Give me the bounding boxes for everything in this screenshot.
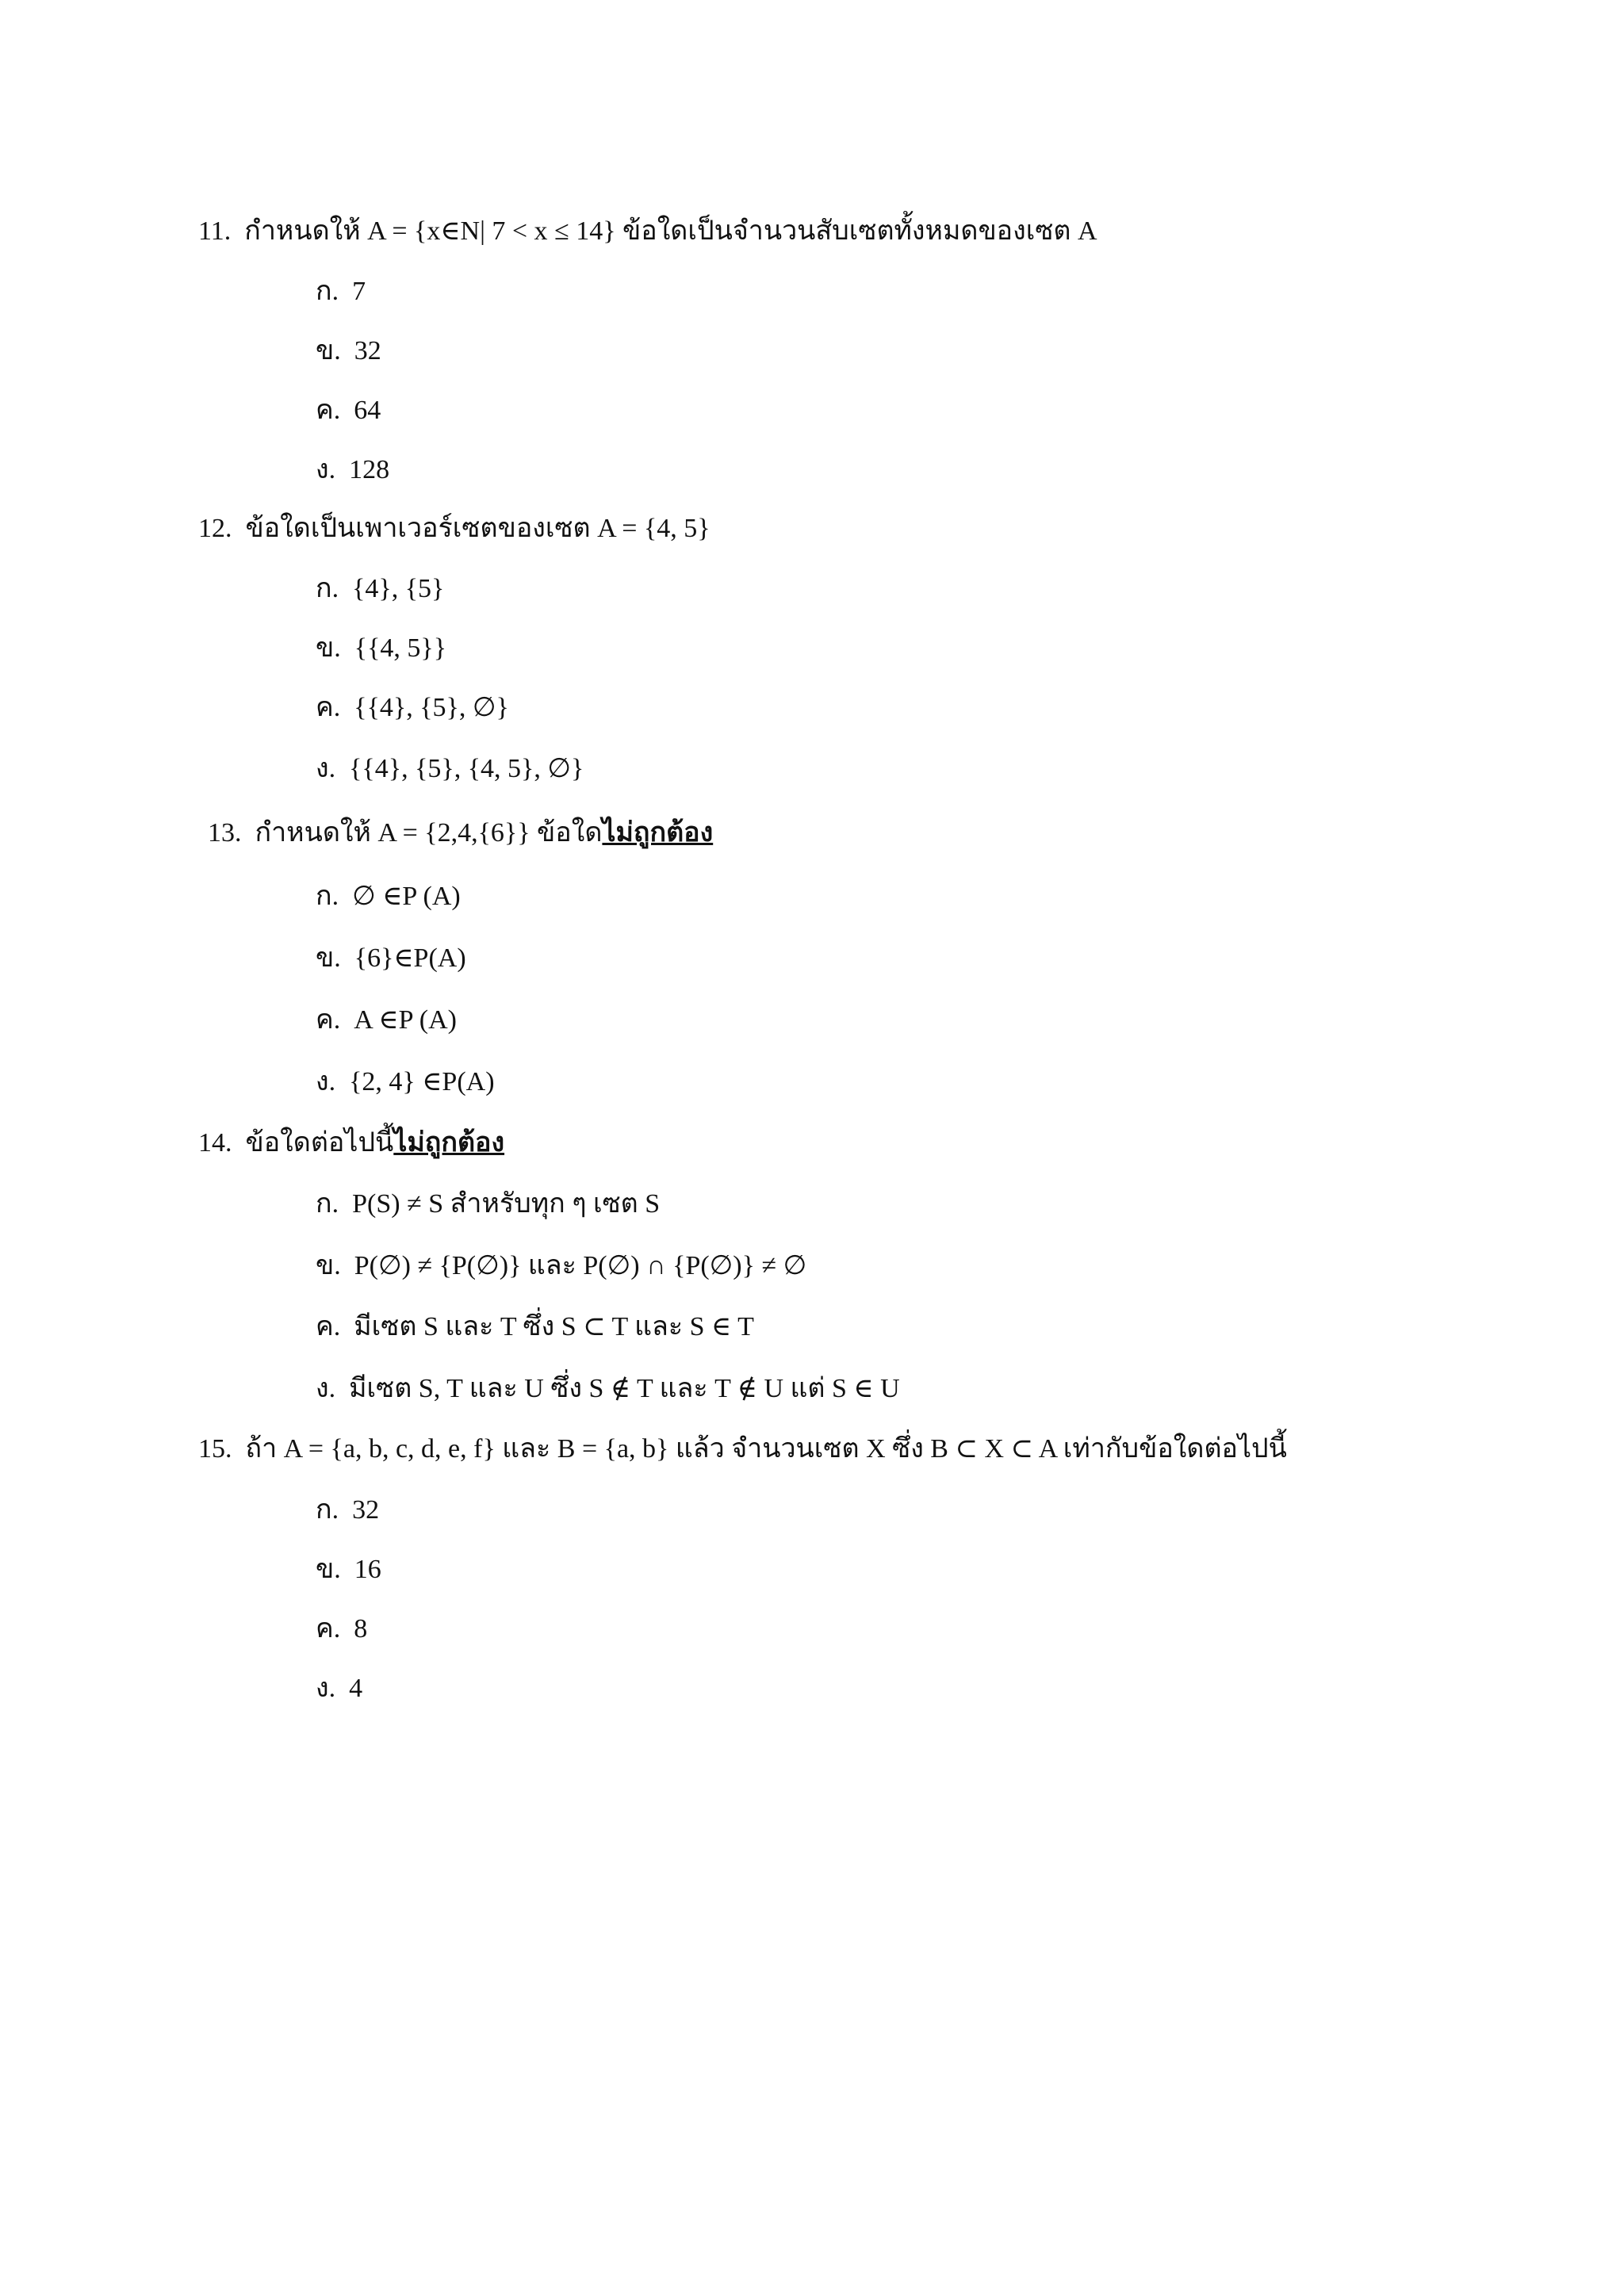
question-stem: ข้อใดเป็นเพาเวอร์เซตของเซต A = {4, 5} — [245, 514, 710, 543]
option-text: 32 — [354, 336, 381, 365]
question-stem: กำหนดให้ A = {2,4,{6}} ข้อใด — [255, 818, 603, 848]
option — [316, 1063, 495, 1101]
option-label: ค. — [316, 1005, 341, 1035]
option-text: 32 — [352, 1495, 380, 1525]
option — [316, 689, 509, 727]
option-label: ง. — [316, 1067, 336, 1096]
option-label: ค. — [316, 396, 341, 425]
question-14 — [198, 1124, 504, 1162]
option-label: ข. — [316, 943, 341, 973]
option — [316, 629, 446, 668]
option-text: 64 — [354, 396, 381, 425]
option — [316, 273, 366, 311]
option-text: {{4}, {5}, ∅} — [354, 693, 509, 722]
option — [316, 1001, 457, 1039]
option-text: 8 — [354, 1614, 368, 1644]
option-text: {6}∈P(A) — [354, 943, 466, 973]
option — [316, 1670, 362, 1708]
question-number: 12. — [198, 514, 232, 543]
option-text: 16 — [354, 1555, 381, 1584]
option — [316, 878, 461, 916]
question-number: 13. — [208, 818, 242, 848]
option-text: 128 — [349, 455, 390, 484]
question-number: 14. — [198, 1128, 232, 1158]
option — [316, 1551, 381, 1589]
option-text: มีเซต S, T และ U ซึ่ง S ∉ T และ T ∉ U แต่ S ∈ U — [349, 1374, 900, 1403]
option — [316, 570, 444, 608]
option-label: ง. — [316, 754, 336, 783]
option — [316, 1610, 367, 1648]
option-text: A ∈P (A) — [354, 1005, 457, 1035]
option-label: ก. — [316, 574, 339, 603]
option-label: ข. — [316, 336, 341, 365]
option — [316, 1370, 900, 1408]
question-number: 11. — [198, 216, 232, 246]
question-13 — [208, 814, 713, 852]
option-text: ∅ ∈P (A) — [352, 882, 461, 911]
option-label: ก. — [316, 1495, 339, 1525]
option-label: ง. — [316, 1374, 336, 1403]
option-label: ข. — [316, 633, 341, 663]
question-number: 15. — [198, 1434, 232, 1464]
option-text: {4}, {5} — [352, 574, 445, 603]
question-stem: ข้อใดต่อไปนี้ — [245, 1128, 394, 1158]
option — [316, 451, 389, 489]
option — [316, 392, 381, 430]
question-emphasis: ไม่ถูกต้อง — [602, 818, 714, 848]
option — [316, 1185, 660, 1223]
option-label: ค. — [316, 1614, 341, 1644]
option — [316, 1247, 806, 1285]
question-stem: ถ้า A = {a, b, c, d, e, f} และ B = {a, b} แล้ว จำนวนเซต X ซึ่ง B ⊂ X ⊂ A เท่ากับข้อใดต่อไปนี้ — [245, 1434, 1287, 1464]
option — [316, 750, 584, 788]
option-label: ง. — [316, 455, 336, 484]
option-label: ก. — [316, 882, 339, 911]
option-text: 7 — [352, 277, 366, 306]
option — [316, 1308, 754, 1346]
question-emphasis: ไม่ถูกต้อง — [393, 1128, 505, 1158]
option-label: ค. — [316, 693, 341, 722]
option-label: ก. — [316, 277, 339, 306]
option-text: {{4}, {5}, {4, 5}, ∅} — [349, 754, 584, 783]
option-label: ง. — [316, 1674, 336, 1703]
option-text: มีเซต S และ T ซึ่ง S ⊂ T และ S ∈ T — [354, 1312, 754, 1341]
question-stem: กำหนดให้ A = {x∈N| 7 < x ≤ 14} ข้อใดเป็นจำนวนสับเซตทั้งหมดของเซต A — [244, 216, 1097, 246]
option-text: 4 — [349, 1674, 363, 1703]
option-text: {{4, 5}} — [354, 633, 447, 663]
option-label: ข. — [316, 1555, 341, 1584]
question-11 — [198, 212, 1097, 251]
option-label: ก. — [316, 1189, 339, 1219]
option-text: P(S) ≠ S สำหรับทุก ๆ เซต S — [352, 1189, 661, 1219]
option-text: P(∅) ≠ {P(∅)} และ P(∅) ∩ {P(∅)} ≠ ∅ — [354, 1251, 807, 1280]
option — [316, 1491, 379, 1529]
option-text: {2, 4} ∈P(A) — [349, 1067, 495, 1096]
question-12 — [198, 510, 710, 548]
option-label: ข. — [316, 1251, 341, 1280]
option — [316, 939, 466, 978]
option — [316, 332, 381, 370]
question-15 — [198, 1430, 1287, 1468]
option-label: ค. — [316, 1312, 341, 1341]
